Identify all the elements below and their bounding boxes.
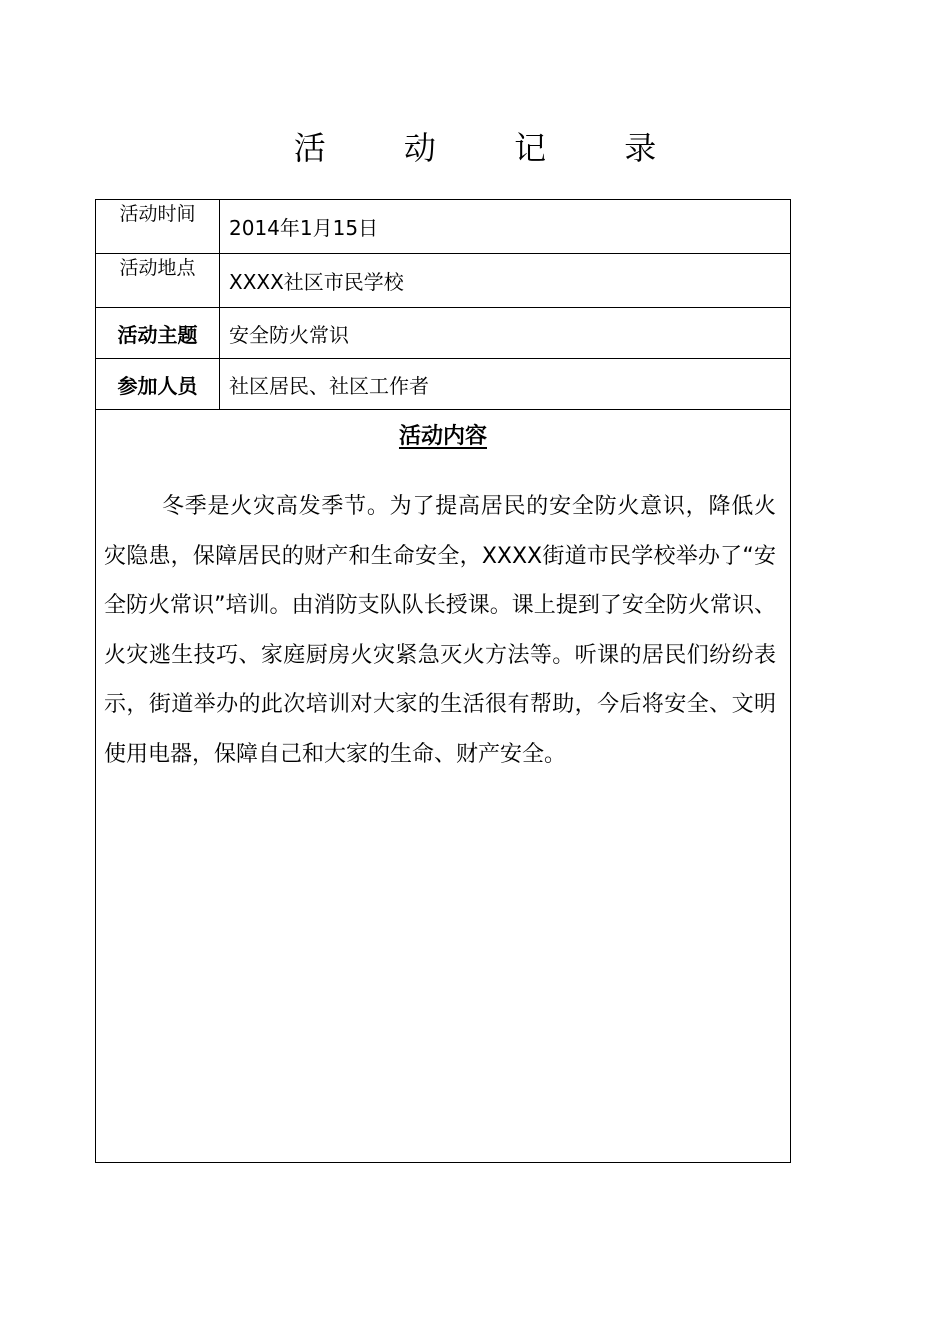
- activity-time-label: 活动时间: [96, 200, 220, 254]
- record-row-time: [96, 200, 791, 254]
- activity-time-value: 2014年1月15日: [220, 200, 791, 254]
- record-row-participants: [96, 359, 791, 410]
- activity-theme-value: 安全防火常识: [220, 308, 791, 359]
- activity-content-cell: [96, 410, 791, 1163]
- document-title: 活 动 记 录: [293, 129, 691, 167]
- activity-content-heading: 活动内容: [398, 424, 487, 449]
- record-row-location: [96, 254, 791, 308]
- record-row-theme: [96, 308, 791, 359]
- participants-label: 参加人员: [96, 359, 220, 410]
- activity-theme-label: 活动主题: [96, 308, 220, 359]
- activity-content-body: 冬季是火灾高发季节。为了提高居民的安全防火意识，降低火灾隐患，保障居民的财产和生命安全，XXXX街道市民学校举办了“安全防火常识”培训。由消防支队队长授课。课上提到了安全防火常识、火灾逃生技巧、家庭厨房火灾紧急灭火方法等。听课的居民们纷纷表示，街道举办的此次培训对大家的生活很有帮助，今后将安全、文明使用电器，保障自己和大家的生命、财产安全。: [104, 494, 776, 767]
- activity-record-table: [95, 199, 791, 1163]
- activity-location-value: XXXX社区市民学校: [220, 254, 791, 308]
- record-row-content: [96, 410, 791, 1163]
- participants-value: 社区居民、社区工作者: [220, 359, 791, 410]
- activity-location-label: 活动地点: [96, 254, 220, 308]
